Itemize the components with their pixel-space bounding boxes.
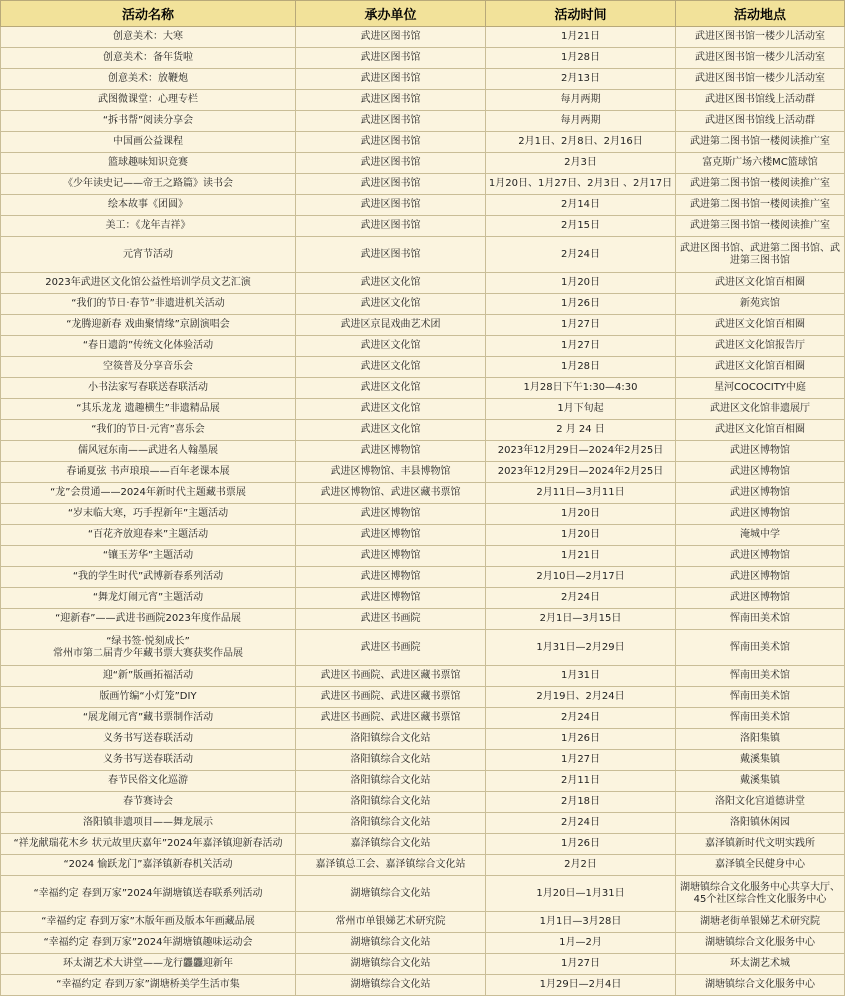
cell-activity-location: 武进区博物馆 (676, 567, 845, 588)
table-row (1, 111, 845, 132)
cell-activity-name: “幸福约定 春到万家”2024年湖塘镇趣味运动会 (1, 933, 296, 954)
cell-activity-name: 环太湖艺术大讲堂——龙行龘龘迎新年 (1, 954, 296, 975)
cell-organizer: 武进区图书馆 (296, 216, 486, 237)
table-body (1, 27, 845, 996)
cell-organizer: 武进区书画院 (296, 609, 486, 630)
cell-activity-name: “舞龙灯闹元宵”主题活动 (1, 588, 296, 609)
table-row (1, 567, 845, 588)
table-row (1, 216, 845, 237)
table-row (1, 609, 845, 630)
cell-activity-location: 武进区文化馆非遗展厅 (676, 399, 845, 420)
table-header-row (1, 1, 845, 27)
cell-activity-location: 武进区图书馆一楼少儿活动室 (676, 69, 845, 90)
cell-activity-time: 1月31日—2月29日 (486, 630, 676, 666)
cell-activity-name: “我们的节日·元宵”喜乐会 (1, 420, 296, 441)
cell-activity-name: “绿书签·悦刻成长” 常州市第二届青少年藏书票大赛获奖作品展 (1, 630, 296, 666)
header-organizer: 承办单位 (296, 1, 486, 27)
cell-organizer: 武进区图书馆 (296, 27, 486, 48)
cell-activity-name: “镶玉芳华”主题活动 (1, 546, 296, 567)
cell-organizer: 武进区图书馆 (296, 237, 486, 273)
cell-activity-name: “我们的节日·春节”非遗进机关活动 (1, 294, 296, 315)
cell-activity-location: 武进区文化馆百相圈 (676, 315, 845, 336)
cell-activity-location: 武进区博物馆 (676, 483, 845, 504)
cell-activity-location: 湖塘镇综合文化服务中心 (676, 975, 845, 996)
cell-organizer: 武进区博物馆、丰县博物馆 (296, 462, 486, 483)
cell-activity-time: 2 月 24 日 (486, 420, 676, 441)
cell-organizer: 武进区图书馆 (296, 48, 486, 69)
cell-activity-time: 1月21日 (486, 546, 676, 567)
table-row (1, 771, 845, 792)
cell-activity-time: 每月两期 (486, 111, 676, 132)
table-row (1, 237, 845, 273)
cell-activity-time: 1月26日 (486, 729, 676, 750)
table-row (1, 933, 845, 954)
cell-activity-time: 2月13日 (486, 69, 676, 90)
table-row (1, 483, 845, 504)
table-row (1, 729, 845, 750)
cell-activity-time: 2月2日 (486, 855, 676, 876)
cell-activity-time: 2月15日 (486, 216, 676, 237)
cell-activity-time: 1月27日 (486, 315, 676, 336)
cell-activity-time: 1月—2月 (486, 933, 676, 954)
cell-organizer: 武进区书画院、武进区藏书票馆 (296, 666, 486, 687)
cell-activity-location: 武进区图书馆线上活动群 (676, 111, 845, 132)
cell-organizer: 武进区书画院、武进区藏书票馆 (296, 687, 486, 708)
cell-activity-location: 环太湖艺术城 (676, 954, 845, 975)
cell-activity-name: “龙腾迎新春 戏曲聚情缘”京剧演唱会 (1, 315, 296, 336)
cell-activity-location: 洛阳镇休闲园 (676, 813, 845, 834)
cell-activity-name: 版画竹编“小灯笼”DIY (1, 687, 296, 708)
cell-activity-time: 2月3日 (486, 153, 676, 174)
cell-activity-time: 1月31日 (486, 666, 676, 687)
table-row (1, 27, 845, 48)
cell-activity-name: “幸福约定 春到万家”2024年湖塘镇送春联系列活动 (1, 876, 296, 912)
cell-activity-name: 春节民俗文化巡游 (1, 771, 296, 792)
cell-activity-name: 武图微课堂：心理专栏 (1, 90, 296, 111)
cell-activity-name: 绘本故事《团圆》 (1, 195, 296, 216)
cell-organizer: 洛阳镇综合文化站 (296, 792, 486, 813)
table-row (1, 441, 845, 462)
table-row (1, 666, 845, 687)
cell-organizer: 武进区图书馆 (296, 111, 486, 132)
cell-activity-name: “迎新春”——武进书画院2023年度作品展 (1, 609, 296, 630)
cell-activity-name: “拆书帮”阅读分享会 (1, 111, 296, 132)
table-row (1, 687, 845, 708)
cell-activity-time: 2月11日—3月11日 (486, 483, 676, 504)
cell-activity-name: “春日遗韵”传统文化体验活动 (1, 336, 296, 357)
cell-activity-time: 1月1日—3月28日 (486, 912, 676, 933)
cell-activity-name: 创意美术：备年货啦 (1, 48, 296, 69)
table-row (1, 195, 845, 216)
cell-activity-location: 新苑宾馆 (676, 294, 845, 315)
table-row (1, 546, 845, 567)
cell-organizer: 湖塘镇综合文化站 (296, 876, 486, 912)
cell-organizer: 武进区博物馆 (296, 546, 486, 567)
cell-activity-location: 星河COCOCITY中庭 (676, 378, 845, 399)
cell-activity-location: 洛阳文化宫道德讲堂 (676, 792, 845, 813)
cell-activity-time: 1月28日 (486, 48, 676, 69)
cell-activity-location: 湖塘老街单银娣艺术研究院 (676, 912, 845, 933)
cell-activity-time: 2月24日 (486, 588, 676, 609)
cell-activity-time: 2023年12月29日—2024年2月25日 (486, 462, 676, 483)
header-activity-location: 活动地点 (676, 1, 845, 27)
table-row (1, 588, 845, 609)
cell-activity-location: 嘉泽镇全民健身中心 (676, 855, 845, 876)
cell-activity-location: 富克斯广场六楼MC篮球馆 (676, 153, 845, 174)
cell-activity-name: “岁末临大寒，巧手捏新年”主题活动 (1, 504, 296, 525)
header-activity-time: 活动时间 (486, 1, 676, 27)
table-row (1, 132, 845, 153)
cell-activity-time: 2月11日 (486, 771, 676, 792)
cell-activity-name: 义务书写送春联活动 (1, 729, 296, 750)
cell-organizer: 洛阳镇综合文化站 (296, 771, 486, 792)
cell-activity-location: 武进第三图书馆一楼阅读推广室 (676, 216, 845, 237)
cell-organizer: 洛阳镇综合文化站 (296, 813, 486, 834)
cell-activity-name: “幸福约定 春到万家”湖塘桥美学生活市集 (1, 975, 296, 996)
cell-activity-name: “祥龙献瑞花木乡 状元故里庆嘉年”2024年嘉泽镇迎新春活动 (1, 834, 296, 855)
cell-organizer: 武进区文化馆 (296, 357, 486, 378)
cell-activity-time: 1月下旬起 (486, 399, 676, 420)
cell-organizer: 湖塘镇综合文化站 (296, 975, 486, 996)
cell-activity-time: 2月24日 (486, 813, 676, 834)
cell-activity-name: 儒风冠东南——武进名人翰墨展 (1, 441, 296, 462)
cell-activity-name: 义务书写送春联活动 (1, 750, 296, 771)
cell-activity-name: 创意美术：大寒 (1, 27, 296, 48)
cell-activity-time: 1月27日 (486, 336, 676, 357)
cell-activity-location: 武进区文化馆报告厅 (676, 336, 845, 357)
cell-activity-name: 2023年武进区文化馆公益性培训学员文艺汇演 (1, 273, 296, 294)
cell-organizer: 武进区图书馆 (296, 195, 486, 216)
table-row (1, 174, 845, 195)
cell-activity-name: 小书法家写春联送春联活动 (1, 378, 296, 399)
cell-organizer: 常州市单银娣艺术研究院 (296, 912, 486, 933)
cell-activity-time: 2月18日 (486, 792, 676, 813)
cell-activity-location: 嘉泽镇新时代文明实践所 (676, 834, 845, 855)
table-row (1, 750, 845, 771)
cell-organizer: 嘉泽镇综合文化站 (296, 834, 486, 855)
cell-activity-time: 1月20日—1月31日 (486, 876, 676, 912)
cell-organizer: 武进区文化馆 (296, 294, 486, 315)
cell-activity-name: 篮球趣味知识竞赛 (1, 153, 296, 174)
table-row (1, 420, 845, 441)
cell-organizer: 武进区图书馆 (296, 132, 486, 153)
cell-organizer: 武进区图书馆 (296, 174, 486, 195)
table-row (1, 315, 845, 336)
cell-activity-location: 武进区博物馆 (676, 588, 845, 609)
cell-activity-time: 1月26日 (486, 834, 676, 855)
table-row (1, 792, 845, 813)
table-row (1, 378, 845, 399)
header-activity-name: 活动名称 (1, 1, 296, 27)
cell-organizer: 武进区博物馆、武进区藏书票馆 (296, 483, 486, 504)
cell-activity-location: 恽南田美术馆 (676, 666, 845, 687)
cell-organizer: 武进区书画院 (296, 630, 486, 666)
cell-activity-name: 中国画公益课程 (1, 132, 296, 153)
table-row (1, 48, 845, 69)
cell-activity-name: “幸福约定 春到万家”木版年画及版本年画藏品展 (1, 912, 296, 933)
table-row (1, 69, 845, 90)
cell-activity-time: 2月14日 (486, 195, 676, 216)
cell-activity-location: 恽南田美术馆 (676, 609, 845, 630)
cell-activity-location: 湖塘镇综合文化服务中心 (676, 933, 845, 954)
cell-activity-location: 戴溪集镇 (676, 771, 845, 792)
table-row (1, 90, 845, 111)
cell-activity-location: 淹城中学 (676, 525, 845, 546)
cell-activity-location: 武进区博物馆 (676, 504, 845, 525)
cell-activity-location: 武进区博物馆 (676, 462, 845, 483)
table-row (1, 975, 845, 996)
cell-activity-location: 湖塘镇综合文化服务中心共享大厅、45个社区综合性文化服务中心 (676, 876, 845, 912)
cell-organizer: 武进区博物馆 (296, 504, 486, 525)
cell-organizer: 洛阳镇综合文化站 (296, 750, 486, 771)
cell-organizer: 嘉泽镇总工会、嘉泽镇综合文化站 (296, 855, 486, 876)
cell-organizer: 武进区文化馆 (296, 420, 486, 441)
cell-organizer: 湖塘镇综合文化站 (296, 954, 486, 975)
cell-activity-name: “其乐龙龙 遗趣横生”非遗精品展 (1, 399, 296, 420)
cell-activity-name: “百花齐放迎春来”主题活动 (1, 525, 296, 546)
cell-activity-time: 2月24日 (486, 237, 676, 273)
table-row (1, 504, 845, 525)
cell-activity-location: 武进区图书馆一楼少儿活动室 (676, 27, 845, 48)
table-row (1, 912, 845, 933)
cell-organizer: 武进区博物馆 (296, 567, 486, 588)
cell-activity-time: 2月10日—2月17日 (486, 567, 676, 588)
table-row (1, 834, 845, 855)
cell-activity-location: 武进第二图书馆一楼阅读推广室 (676, 195, 845, 216)
cell-activity-time: 1月20日 (486, 525, 676, 546)
cell-organizer: 湖塘镇综合文化站 (296, 933, 486, 954)
cell-organizer: 武进区书画院、武进区藏书票馆 (296, 708, 486, 729)
cell-activity-time: 1月29日—2月4日 (486, 975, 676, 996)
cell-organizer: 武进区博物馆 (296, 525, 486, 546)
cell-activity-time: 1月27日 (486, 750, 676, 771)
cell-organizer: 武进区博物馆 (296, 441, 486, 462)
cell-organizer: 武进区文化馆 (296, 273, 486, 294)
cell-activity-name: 迎“新”版画拓福活动 (1, 666, 296, 687)
cell-activity-name: “我的学生时代”武博新春系列活动 (1, 567, 296, 588)
cell-activity-location: 武进第二图书馆一楼阅读推广室 (676, 132, 845, 153)
table-row (1, 855, 845, 876)
cell-activity-location: 恽南田美术馆 (676, 708, 845, 729)
cell-activity-name: 春节赛诗会 (1, 792, 296, 813)
cell-organizer: 洛阳镇综合文化站 (296, 729, 486, 750)
cell-organizer: 武进区图书馆 (296, 69, 486, 90)
table-row (1, 153, 845, 174)
cell-activity-time: 1月28日 (486, 357, 676, 378)
cell-activity-name: 空篌普及分享音乐会 (1, 357, 296, 378)
cell-activity-location: 武进区文化馆百相圈 (676, 357, 845, 378)
cell-activity-location: 武进区图书馆一楼少儿活动室 (676, 48, 845, 69)
cell-activity-time: 1月26日 (486, 294, 676, 315)
table-row (1, 399, 845, 420)
cell-activity-time: 每月两期 (486, 90, 676, 111)
cell-activity-time: 1月27日 (486, 954, 676, 975)
cell-organizer: 武进区博物馆 (296, 588, 486, 609)
cell-activity-time: 2月24日 (486, 708, 676, 729)
cell-activity-location: 武进区博物馆 (676, 441, 845, 462)
cell-activity-location: 恽南田美术馆 (676, 687, 845, 708)
cell-activity-name: 创意美术：放鞭炮 (1, 69, 296, 90)
cell-activity-location: 武进第二图书馆一楼阅读推广室 (676, 174, 845, 195)
cell-activity-location: 戴溪集镇 (676, 750, 845, 771)
cell-activity-location: 武进区文化馆百相圈 (676, 273, 845, 294)
cell-activity-location: 武进区文化馆百相圈 (676, 420, 845, 441)
cell-activity-time: 2月1日、2月8日、2月16日 (486, 132, 676, 153)
cell-organizer: 武进区京昆戏曲艺术团 (296, 315, 486, 336)
cell-activity-name: “展龙闹元宵”藏书票制作活动 (1, 708, 296, 729)
cell-activity-name: 《少年读史记——帝王之路篇》读书会 (1, 174, 296, 195)
table-row (1, 294, 845, 315)
table-row (1, 357, 845, 378)
cell-activity-name: 元宵节活动 (1, 237, 296, 273)
cell-activity-time: 2023年12月29日—2024年2月25日 (486, 441, 676, 462)
cell-organizer: 武进区图书馆 (296, 153, 486, 174)
table-row (1, 954, 845, 975)
cell-organizer: 武进区图书馆 (296, 90, 486, 111)
cell-activity-name: “2024 愉跃龙门”嘉泽镇新春机关活动 (1, 855, 296, 876)
table-row (1, 462, 845, 483)
cell-activity-time: 1月28日下午1:30—4:30 (486, 378, 676, 399)
cell-activity-location: 恽南田美术馆 (676, 630, 845, 666)
table-row (1, 630, 845, 666)
cell-activity-name: 春诵夏弦 书声琅琅——百年老课本展 (1, 462, 296, 483)
table-row (1, 525, 845, 546)
cell-activity-time: 2月19日、2月24日 (486, 687, 676, 708)
table-row (1, 336, 845, 357)
cell-activity-time: 1月20日、1月27日、2月3日 、2月17日 (486, 174, 676, 195)
cell-activity-name: “龙”会贯通——2024年新时代主题藏书票展 (1, 483, 296, 504)
cell-activity-time: 2月1日—3月15日 (486, 609, 676, 630)
table-row (1, 273, 845, 294)
cell-organizer: 武进区文化馆 (296, 378, 486, 399)
cell-activity-time: 1月20日 (486, 273, 676, 294)
cell-organizer: 武进区文化馆 (296, 336, 486, 357)
cell-activity-location: 武进区博物馆 (676, 546, 845, 567)
cell-activity-location: 洛阳集镇 (676, 729, 845, 750)
cell-activity-location: 武进区图书馆线上活动群 (676, 90, 845, 111)
cell-activity-name: 洛阳镇非遗项目——舞龙展示 (1, 813, 296, 834)
cell-activity-time: 1月21日 (486, 27, 676, 48)
table-row (1, 876, 845, 912)
cell-activity-time: 1月20日 (486, 504, 676, 525)
cell-activity-location: 武进区图书馆、武进第二图书馆、武进第三图书馆 (676, 237, 845, 273)
cell-activity-name: 美工：《龙年吉祥》 (1, 216, 296, 237)
cell-organizer: 武进区文化馆 (296, 399, 486, 420)
table-row (1, 708, 845, 729)
table-row (1, 813, 845, 834)
